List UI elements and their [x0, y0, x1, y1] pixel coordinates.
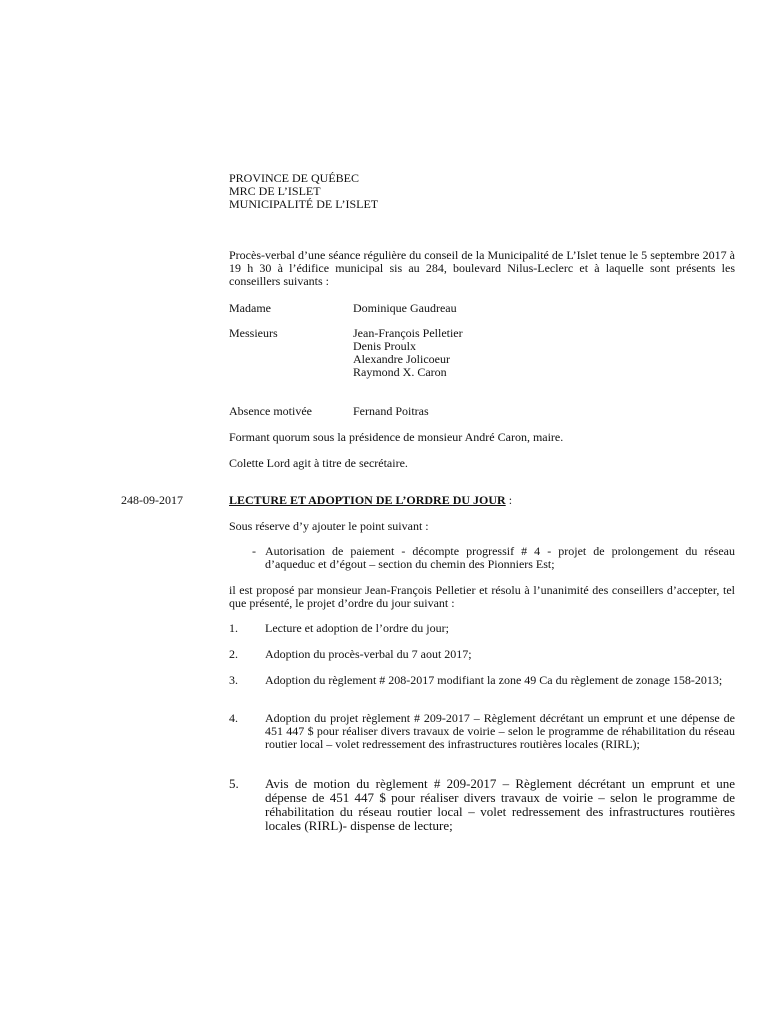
- intro-paragraph: Procès-verbal d’une séance régulière du conseil de la Municipalité de L’Islet tenue le 5 septembre 2017 à 19 h 30 à l’édifice municipal sis au 284, boulevard Nilus-Leclerc et à laquelle sont présents les conseillers suivants :: [229, 248, 735, 288]
- quorum-paragraph: Formant quorum sous la présidence de monsieur André Caron, maire.: [229, 430, 564, 444]
- proposal-paragraph: il est proposé par monsieur Jean-François Pelletier et résolu à l’unanimité des conseillers d’accepter, tel que présenté, le projet d’ordre du jour suivant :: [229, 583, 735, 610]
- header-mrc: MRC DE L’ISLET: [229, 184, 321, 198]
- agenda-item-number: 1.: [229, 621, 238, 635]
- header-province: PROVINCE DE QUÉBEC: [229, 171, 360, 185]
- agenda-item-text: Adoption du procès-verbal du 7 aout 2017;: [265, 647, 472, 661]
- councillor-name: Jean-François Pelletier: [353, 326, 463, 340]
- agenda-item: [229, 712, 735, 751]
- attendance-names: [353, 327, 733, 379]
- agenda-item: [229, 622, 735, 635]
- agenda-item-number: 2.: [229, 647, 238, 661]
- agenda-item-text: Lecture et adoption de l’ordre du jour;: [265, 621, 449, 635]
- agenda-item: [229, 674, 735, 687]
- section-title-colon: :: [505, 493, 513, 507]
- added-agenda-point: [252, 545, 735, 571]
- secretary-paragraph: Colette Lord agit à titre de secrétaire.: [229, 456, 408, 470]
- agenda-item-number: 4.: [229, 711, 238, 725]
- agenda-item: [229, 777, 735, 833]
- reserve-paragraph: Sous réserve d’y ajouter le point suivant :: [229, 519, 429, 533]
- attendance-names: [353, 405, 733, 418]
- agenda-item-number: 3.: [229, 673, 238, 687]
- header-municipality: MUNICIPALITÉ DE L’ISLET: [229, 197, 379, 211]
- section-title: [229, 494, 512, 507]
- dash-marker: -: [252, 544, 256, 558]
- added-agenda-point-text: Autorisation de paiement - décompte progressif # 4 - projet de prolongement du réseau d’aqueduc et d’égout – section du chemin des Pionniers Est;: [265, 544, 735, 571]
- resolution-number: 248-09-2017: [121, 493, 183, 507]
- attendance-label: Absence motivée: [229, 404, 312, 418]
- councillor-name: Dominique Gaudreau: [353, 301, 457, 315]
- agenda-item-number: 5.: [229, 776, 239, 791]
- document-header: [229, 172, 529, 211]
- councillor-name: Alexandre Jolicoeur: [353, 352, 450, 366]
- agenda-item-text: Adoption du règlement # 208-2017 modifiant la zone 49 Ca du règlement de zonage 158-2013;: [265, 673, 723, 687]
- absent-name: Fernand Poitras: [353, 404, 429, 418]
- attendance-label: Messieurs: [229, 326, 278, 340]
- agenda-item-text: Adoption du projet règlement # 209-2017 – Règlement décrétant un emprunt et une dépense de 451 447 $ pour réaliser divers travaux de voirie – selon le programme de réhabilitation du réseau routier local – volet redressement des infrastructures routières locales (RIRL);: [265, 711, 735, 751]
- attendance-names: [353, 302, 733, 315]
- agenda-item: [229, 648, 735, 661]
- agenda-item-text: Avis de motion du règlement # 209-2017 – Règlement décrétant un emprunt et une dépense de 451 447 $ pour réaliser divers travaux de voirie – selon le programme de réhabilitation du réseau routier local – volet redressement des infrastructures routières locales (RIRL)- dispense de lecture;: [265, 776, 735, 833]
- councillor-name: Denis Proulx: [353, 339, 416, 353]
- attendance-label: Madame: [229, 301, 271, 315]
- section-title-text: LECTURE ET ADOPTION DE L’ORDRE DU JOUR: [229, 493, 506, 507]
- councillor-name: Raymond X. Caron: [353, 365, 447, 379]
